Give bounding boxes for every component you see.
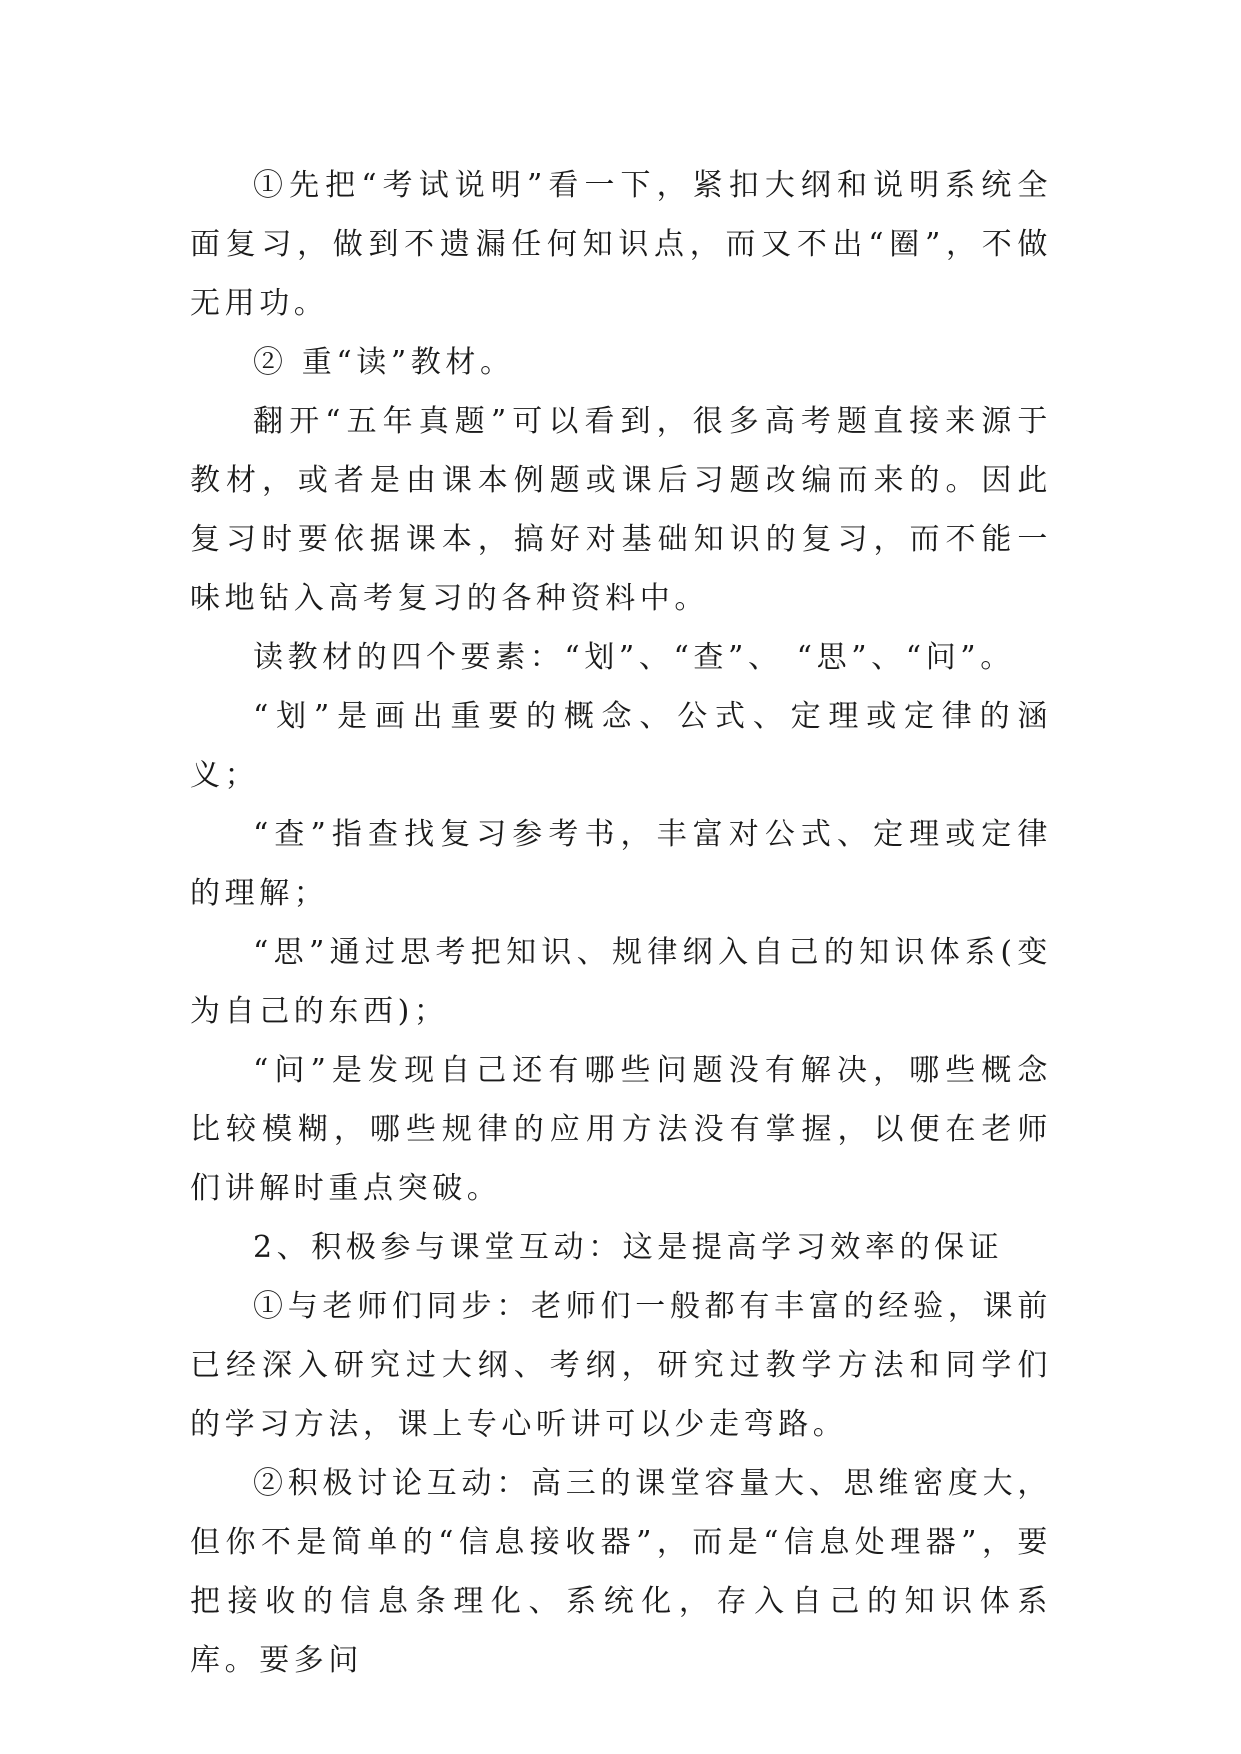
paragraph-read-textbook-heading: ② 重“读”教材。 bbox=[253, 345, 515, 380]
paragraph-ask: “问”是发现自己还有哪些问题没有解决，哪些概念比较模糊，哪些规律的应用方法没有掌握，以便在老师们讲解时重点突破。 bbox=[190, 1053, 1052, 1206]
paragraph-check: “查”指查找复习参考书，丰富对公式、定理或定律的理解； bbox=[190, 817, 1052, 911]
paragraph-think: “思”通过思考把知识、规律纲入自己的知识体系(变为自己的东西)； bbox=[190, 935, 1052, 1029]
paragraph-sync-with-teachers: ①与老师们同步：老师们一般都有丰富的经验，课前已经深入研究过大纲、考纲，研究过教学方法和同学们的学习方法，课上专心听讲可以少走弯路。 bbox=[190, 1289, 1052, 1442]
paragraph-four-elements: 读教材的四个要素：“划”、“查”、 “思”、“问”。 bbox=[253, 640, 1015, 675]
paragraph-mark: “划”是画出重要的概念、公式、定理或定律的涵义； bbox=[190, 699, 1052, 793]
paragraph-past-exams: 翻开“五年真题”可以看到，很多高考题直接来源于教材，或者是由课本例题或课后习题改编而来的。因此复习时要依据课本，搞好对基础知识的复习，而不能一味地钻入高考复习的各种资料中。 bbox=[190, 404, 1052, 616]
paragraph-active-discussion: ②积极讨论互动：高三的课堂容量大、思维密度大，但你不是简单的“信息接收器”，而是“信息处理器”，要把接收的信息条理化、系统化，存入自己的知识体系库。要多问 bbox=[190, 1466, 1052, 1678]
document-body bbox=[190, 156, 1052, 1690]
paragraph-class-interaction-heading: 2、积极参与课堂互动：这是提高学习效率的保证 bbox=[253, 1230, 1004, 1265]
paragraph-exam-outline: ①先把“考试说明”看一下，紧扣大纲和说明系统全面复习，做到不遗漏任何知识点，而又不出“圈”，不做无用功。 bbox=[190, 168, 1052, 321]
